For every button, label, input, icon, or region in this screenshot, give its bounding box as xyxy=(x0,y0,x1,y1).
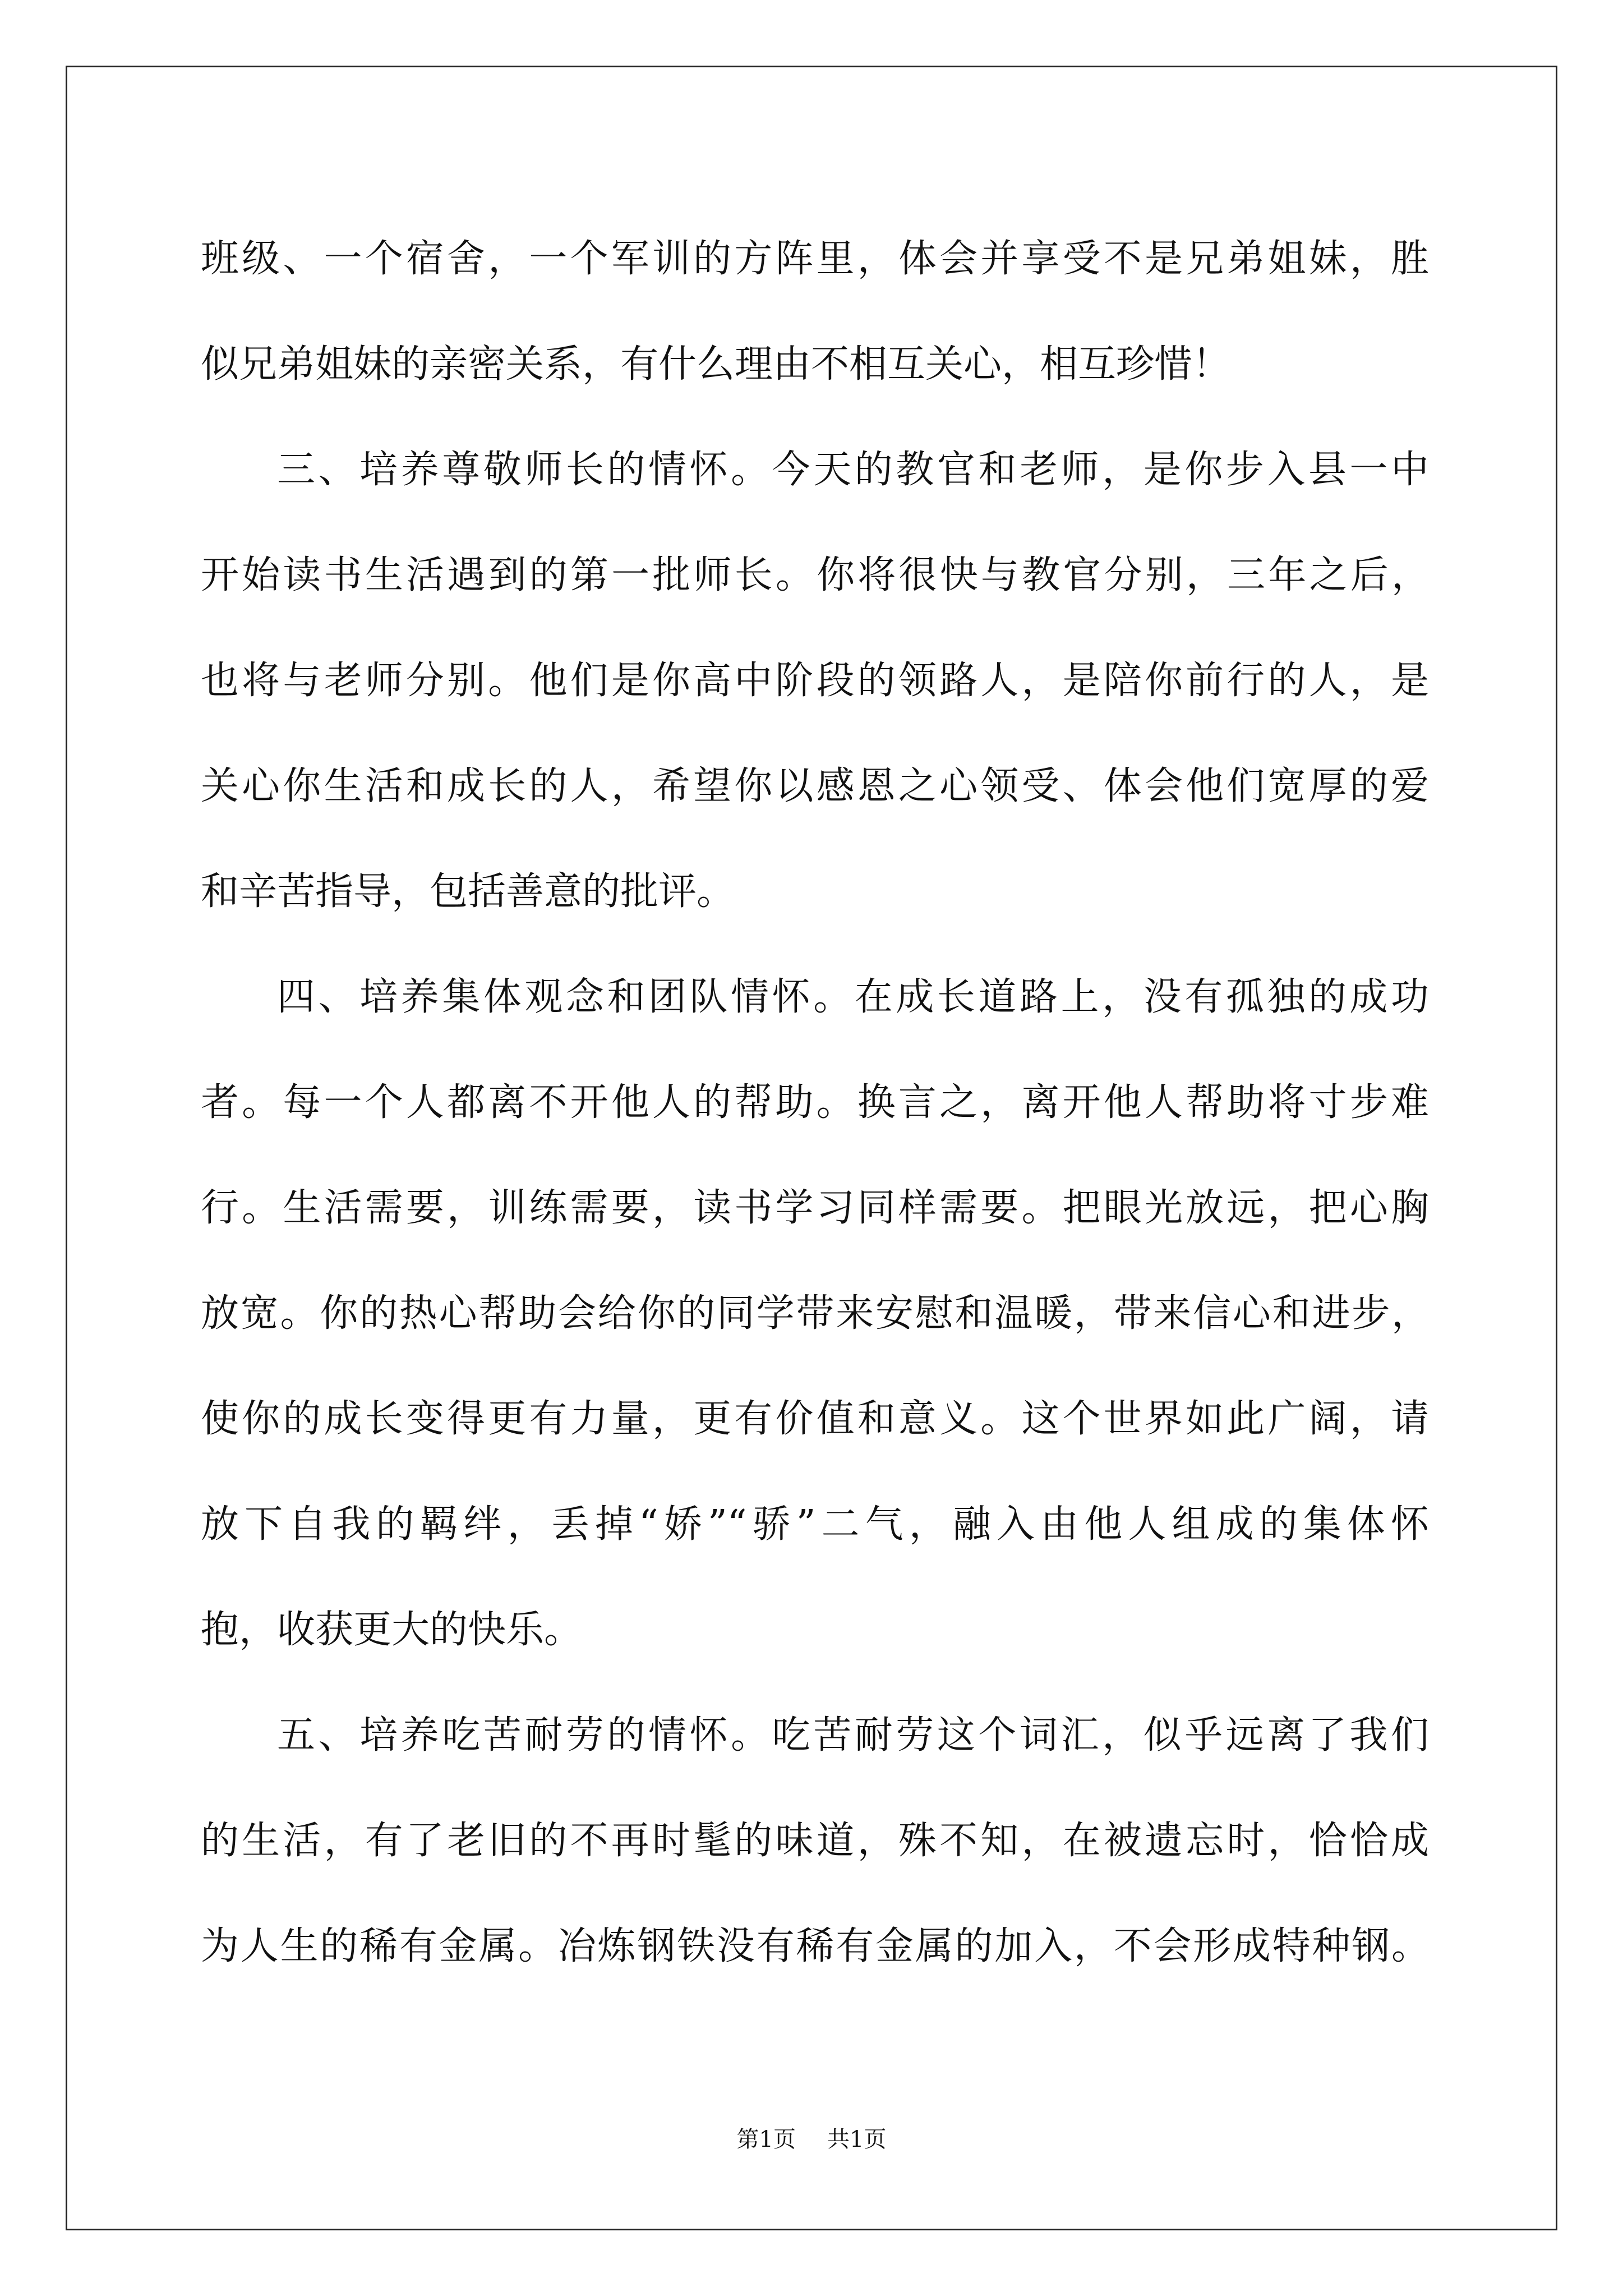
text-line: 行。生活需要，训练需要，读书学习同样需要。把眼光放远，把心胸 xyxy=(201,1186,1429,1230)
page-total: 共1页 xyxy=(827,2127,887,2152)
text-line: 开始读书生活遇到的第一批师长。你将很快与教官分别，三年之后， xyxy=(201,553,1429,597)
text-line: 放宽。你的热心帮助会给你的同学带来安慰和温暖，带来信心和进步， xyxy=(201,1291,1429,1336)
page-number: 第1页 xyxy=(736,2127,796,2152)
text-line: 为人生的稀有金属。冶炼钢铁没有稀有金属的加入，不会形成特种钢。 xyxy=(201,1924,1429,1968)
page-footer xyxy=(0,2123,1623,2156)
paragraph-start-line: 四、培养集体观念和团队情怀。在成长道路上，没有孤独的成功 xyxy=(277,975,1429,1019)
text-line: 也将与老师分别。他们是你高中阶段的领路人，是陪你前行的人，是 xyxy=(201,659,1429,703)
text-line: 使你的成长变得更有力量，更有价值和意义。这个世界如此广阔，请 xyxy=(201,1397,1429,1441)
text-line: 抱，收获更大的快乐。 xyxy=(201,1608,583,1652)
paragraph-start-line: 五、培养吃苦耐劳的情怀。吃苦耐劳这个词汇，似乎远离了我们 xyxy=(277,1713,1429,1757)
text-line: 的生活，有了老旧的不再时髦的味道，殊不知，在被遗忘时，恰恰成 xyxy=(201,1819,1429,1863)
text-line: 关心你生活和成长的人，希望你以感恩之心领受、体会他们宽厚的爱 xyxy=(201,764,1429,808)
text-line: 者。每一个人都离不开他人的帮助。换言之，离开他人帮助将寸步难 xyxy=(201,1080,1429,1125)
document-body xyxy=(201,206,1429,1999)
paragraph-start-line: 三、培养尊敬师长的情怀。今天的教官和老师，是你步入县一中 xyxy=(277,448,1429,492)
text-line: 班级、一个宿舍，一个军训的方阵里，体会并享受不是兄弟姐妹，胜 xyxy=(201,237,1429,281)
text-line: 和辛苦指导，包括善意的批评。 xyxy=(201,869,735,914)
text-line: 似兄弟姐妹的亲密关系，有什么理由不相互关心，相互珍惜！ xyxy=(201,342,1231,386)
text-line: 放下自我的羁绊，丢掉“娇”“骄”二气，融入由他人组成的集体怀 xyxy=(201,1502,1429,1547)
